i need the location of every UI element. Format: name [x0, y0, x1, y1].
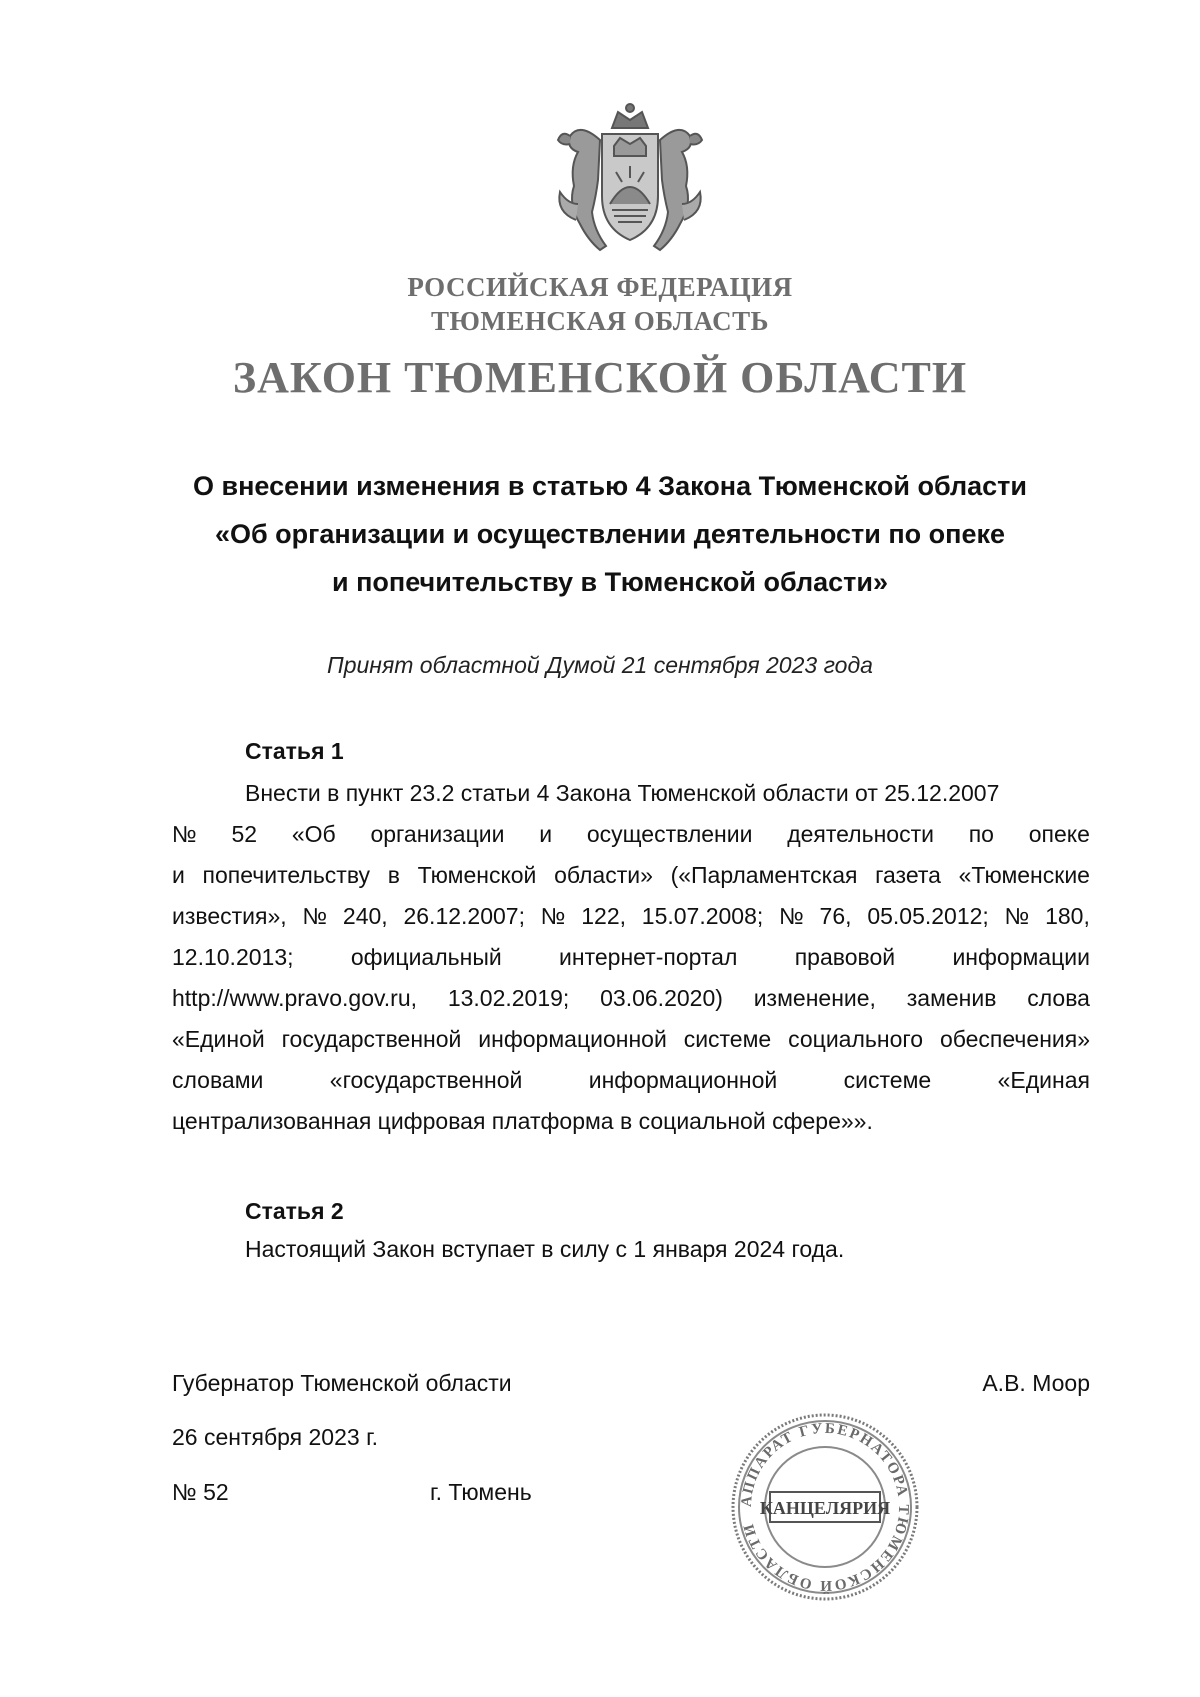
word: интернет-портал — [559, 944, 738, 970]
word: словами — [172, 1067, 264, 1093]
article-1-line — [172, 819, 1090, 860]
word: http://www.pravo.gov.ru, — [172, 985, 418, 1011]
word: «государственной — [329, 1067, 523, 1093]
word: заменив — [906, 985, 997, 1011]
word: деятельности — [787, 821, 934, 847]
word: «Единой — [172, 1026, 265, 1052]
word: № — [1004, 903, 1030, 929]
word: системе — [843, 1067, 932, 1093]
word: № — [540, 903, 566, 929]
word: 26.12.2007; — [403, 903, 525, 929]
word: 240, — [342, 903, 388, 929]
coat-of-arms-icon — [540, 100, 720, 260]
word: № — [302, 903, 328, 929]
article-2-heading: Статья 2 — [245, 1198, 344, 1224]
word: 12.10.2013; — [172, 944, 294, 970]
word: информационной — [478, 1026, 667, 1052]
seal-outer-text: АППАРАТ ГУБЕРНАТОРА ТЮМЕНСКОЙ ОБЛАСТИ — [738, 1420, 912, 1594]
signatory-position: Губернатор Тюменской области — [172, 1370, 512, 1396]
signatory-name: А.В. Моор — [982, 1370, 1090, 1396]
article-1-line: централизованная цифровая платформа в социальной сфере»». — [172, 1108, 873, 1134]
word: системе — [683, 1026, 772, 1052]
header-law-title: ЗАКОН ТЮМЕНСКОЙ ОБЛАСТИ — [232, 353, 968, 402]
adoption-note: Принят областной Думой 21 сентября 2023 года — [327, 652, 873, 678]
word: Тюменской — [417, 862, 537, 888]
word: осуществлении — [586, 821, 753, 847]
article-1-line — [172, 1024, 1090, 1065]
article-1-line — [172, 860, 1090, 901]
article-1-line — [172, 901, 1090, 942]
word: слова — [1027, 985, 1090, 1011]
word: 76, — [819, 903, 852, 929]
seal-center-text: КАНЦЕЛЯРИЯ — [759, 1498, 891, 1518]
word: и — [172, 862, 185, 888]
word: правовой — [794, 944, 896, 970]
word: и — [539, 821, 553, 847]
word: информационной — [588, 1067, 778, 1093]
word: 15.07.2008; — [641, 903, 764, 929]
word: 13.02.2019; — [447, 985, 570, 1011]
word: социального — [788, 1026, 924, 1052]
word: «Об — [291, 821, 336, 847]
word: официальный — [350, 944, 502, 970]
word: области» — [554, 862, 653, 888]
word: известия», — [172, 903, 287, 929]
article-1-heading: Статья 1 — [245, 738, 344, 764]
word: 03.06.2020) — [600, 985, 723, 1011]
article-1-line — [172, 983, 1090, 1024]
article-1-line — [172, 942, 1090, 983]
law-title-line: О внесении изменения в статью 4 Закона Тюменской области — [193, 471, 1027, 501]
word: («Парламентская — [670, 862, 858, 888]
word: № — [172, 821, 197, 847]
header-country: РОССИЙСКАЯ ФЕДЕРАЦИЯ — [407, 272, 793, 302]
word: № — [779, 903, 804, 929]
word: по — [968, 821, 994, 847]
word: 122, — [581, 903, 626, 929]
header-region: ТЮМЕНСКАЯ ОБЛАСТЬ — [430, 306, 770, 336]
signing-city: г. Тюмень — [430, 1479, 532, 1505]
word: газета — [875, 862, 941, 888]
article-2-text: Настоящий Закон вступает в силу с 1 января 2024 года. — [245, 1236, 845, 1262]
word: изменение, — [753, 985, 876, 1011]
word: 05.05.2012; — [867, 903, 989, 929]
word: обеспечения» — [939, 1026, 1090, 1052]
article-1-line — [172, 1065, 1090, 1106]
word: организации — [370, 821, 505, 847]
article-1-line: Внести в пункт 23.2 статьи 4 Закона Тюменской области от 25.12.2007 — [245, 780, 1000, 806]
word: опеке — [1028, 821, 1090, 847]
word: в — [387, 862, 400, 888]
word: «Тюменские — [958, 862, 1090, 888]
law-title-line: и попечительству в Тюменской области» — [331, 567, 889, 597]
law-title — [150, 462, 1070, 606]
word: государственной — [281, 1026, 462, 1052]
word: информации — [952, 944, 1090, 970]
article-1-text — [172, 778, 1090, 1147]
word: 180, — [1045, 903, 1090, 929]
word: попечительству — [202, 862, 371, 888]
law-number: № 52 — [172, 1479, 229, 1505]
signing-date: 26 сентября 2023 г. — [172, 1424, 379, 1450]
law-title-line: «Об организации и осуществлении деятельности по опеке — [214, 519, 1006, 549]
official-seal-stamp — [730, 1412, 920, 1602]
word: 52 — [231, 821, 258, 847]
word: «Единая — [997, 1067, 1090, 1093]
